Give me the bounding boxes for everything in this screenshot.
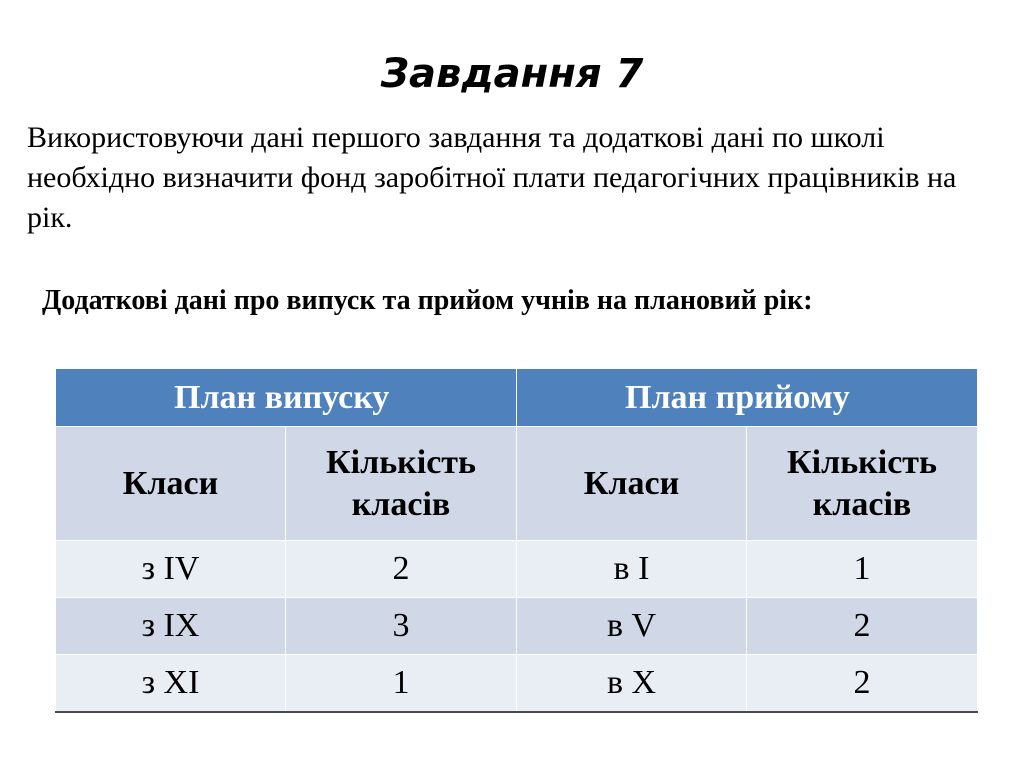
table-cell: з IV xyxy=(56,541,286,598)
table-row xyxy=(56,541,978,598)
group-header-admission: План прийому xyxy=(517,369,978,427)
column-header-classes: Класи xyxy=(517,427,747,541)
task-description: Використовуючи дані першого завдання та додаткові дані по школі необхідно визначити фонд заробітної плати педагогічних працівників на рік. xyxy=(27,121,957,234)
table-cell: з XI xyxy=(56,655,286,713)
table-cell: в X xyxy=(517,655,747,713)
table-cell: з IX xyxy=(56,598,286,655)
slide-title: Завдання 7 xyxy=(380,51,644,97)
column-header-class-count: Кількість класів xyxy=(747,427,978,541)
table-cell: 2 xyxy=(286,541,517,598)
column-header-classes: Класи xyxy=(56,427,286,541)
table-column-header-row xyxy=(56,427,978,541)
table-cell: 2 xyxy=(747,598,978,655)
table-cell: в I xyxy=(517,541,747,598)
table-cell: в V xyxy=(517,598,747,655)
table-cell: 2 xyxy=(747,655,978,713)
column-header-class-count: Кількість класів xyxy=(286,427,517,541)
table-cell: 1 xyxy=(286,655,517,713)
table-group-header-row xyxy=(56,369,978,427)
table-row xyxy=(56,655,978,713)
table-row xyxy=(56,598,978,655)
table-cell: 1 xyxy=(747,541,978,598)
additional-data-heading: Додаткові дані про випуск та прийом учнів на плановий рік: xyxy=(42,285,813,316)
plan-table xyxy=(55,368,978,713)
table-cell: 3 xyxy=(286,598,517,655)
group-header-graduation: План випуску xyxy=(56,369,517,427)
